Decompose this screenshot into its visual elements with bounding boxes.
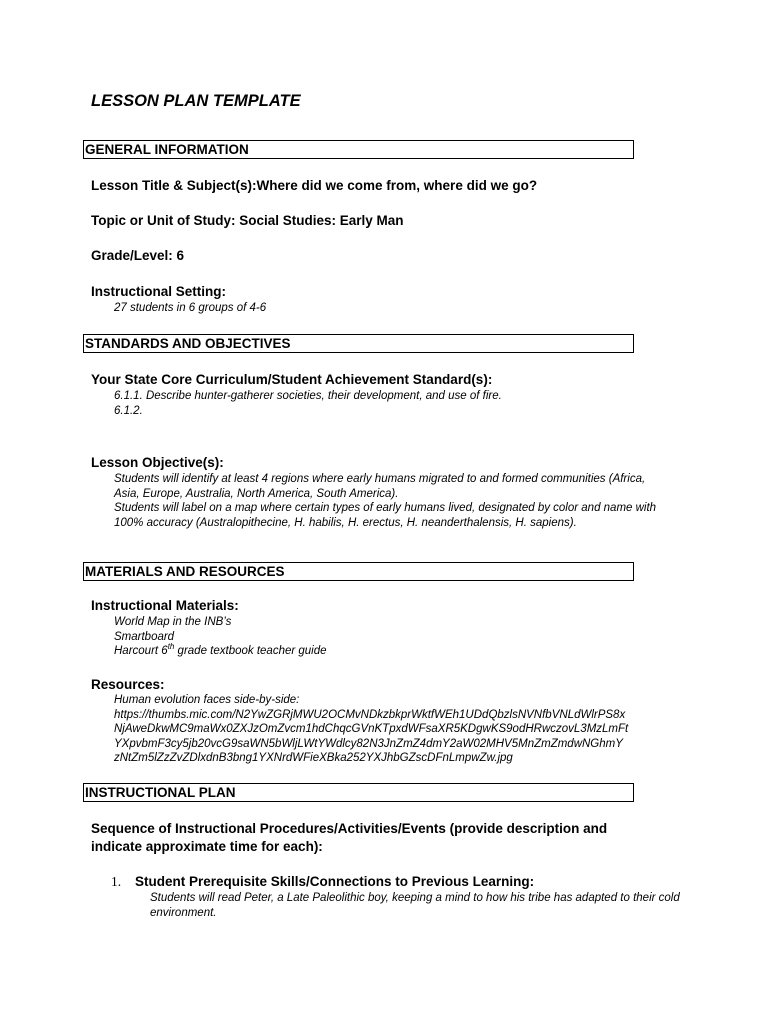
section-header-standards: STANDARDS AND OBJECTIVES [83,334,634,353]
resource-url-line: zNtZm5lZzZvZDlxdnB3bng1YXNrdWFieXBka252YXJhbGZscDFnLmpwZw.jpg [114,752,513,764]
resource-line: Human evolution faces side-by-side: [114,694,300,706]
standard-item: 6.1.2. [114,404,143,417]
resource-url-line: https://thumbs.mic.com/N2YwZGRjMWU2OCMvNDkzbkprWktfWEh1UDdQbzlsNVNfbVNLdWlrPS8x [114,708,626,721]
step-item [111,874,534,890]
material-item-prefix: Harcourt 6 [114,645,168,657]
objectives-label: Lesson Objective(s): [91,455,224,470]
material-item-superscript: th [167,642,175,652]
resource-url-line: NjAweDkwMC9maWx0ZXJzOmZvcm1hdChqcGVnKTpxdWFsaXR5KDgwKS9odHRwczovL3MzLmFt [114,723,629,735]
lesson-title-field: Lesson Title & Subject(s):Where did we come from, where did we go? [91,178,538,193]
standard-label: Your State Core Curriculum/Student Achievement Standard(s): [91,372,493,387]
sequence-label [91,820,607,856]
resources-label: Resources: [91,677,165,692]
instructional-materials-label: Instructional Materials: [91,598,239,613]
standard-list [114,389,659,418]
resource-url-line: YXpvbmF3cy5jb20vcG9saWN5bWljLWtYWdlcy82N3JnZmZ4dmY2aW02MHV5MnZmZmdwNGhmY [114,737,623,750]
material-item-suffix: grade textbook teacher guide [174,645,327,657]
step-title: Student Prerequisite Skills/Connections to Previous Learning: [135,874,535,889]
material-item [114,644,659,659]
standard-item: 6.1.1. Describe hunter-gatherer societies, their development, and use of fire. [114,390,502,402]
step-number: 1. [111,874,122,889]
page-title: LESSON PLAN TEMPLATE [91,92,301,110]
section-header-instructional-plan: INSTRUCTIONAL PLAN [83,783,634,802]
objective-item: Students will identify at least 4 regions where early humans migrated to and formed communities (Africa, Asia, Europe, Australia, North America, South America). [114,473,646,500]
sequence-label-line: indicate approximate time for each): [91,839,323,854]
grade-level-field: Grade/Level: 6 [91,248,185,263]
material-item: Smartboard [114,630,175,643]
instructional-setting-text: 27 students in 6 groups of 4-6 [114,302,267,314]
instructional-setting-label: Instructional Setting: [91,284,226,299]
instructional-materials-list [114,615,659,659]
objective-item: Students will label on a map where certain types of early humans lived, designated by color and name with 100% accuracy (Australopithecine, H. habilis, H. erectus, H. neanderthalensis, H. sapiens). [114,502,657,529]
instructional-setting-value [114,301,659,316]
topic-field: Topic or Unit of Study: Social Studies: Early Man [91,213,404,228]
objectives-list [114,472,659,530]
section-header-materials: MATERIALS AND RESOURCES [83,562,634,581]
section-header-general-information: GENERAL INFORMATION [83,140,634,159]
resources-list [114,693,659,766]
step-description: Students will read Peter, a Late Paleolithic boy, keeping a mind to how his tribe has adapted to their cold environment. [150,892,680,919]
material-item: World Map in the INB’s [114,616,232,628]
sequence-label-line: Sequence of Instructional Procedures/Activities/Events (provide description and [91,821,608,836]
